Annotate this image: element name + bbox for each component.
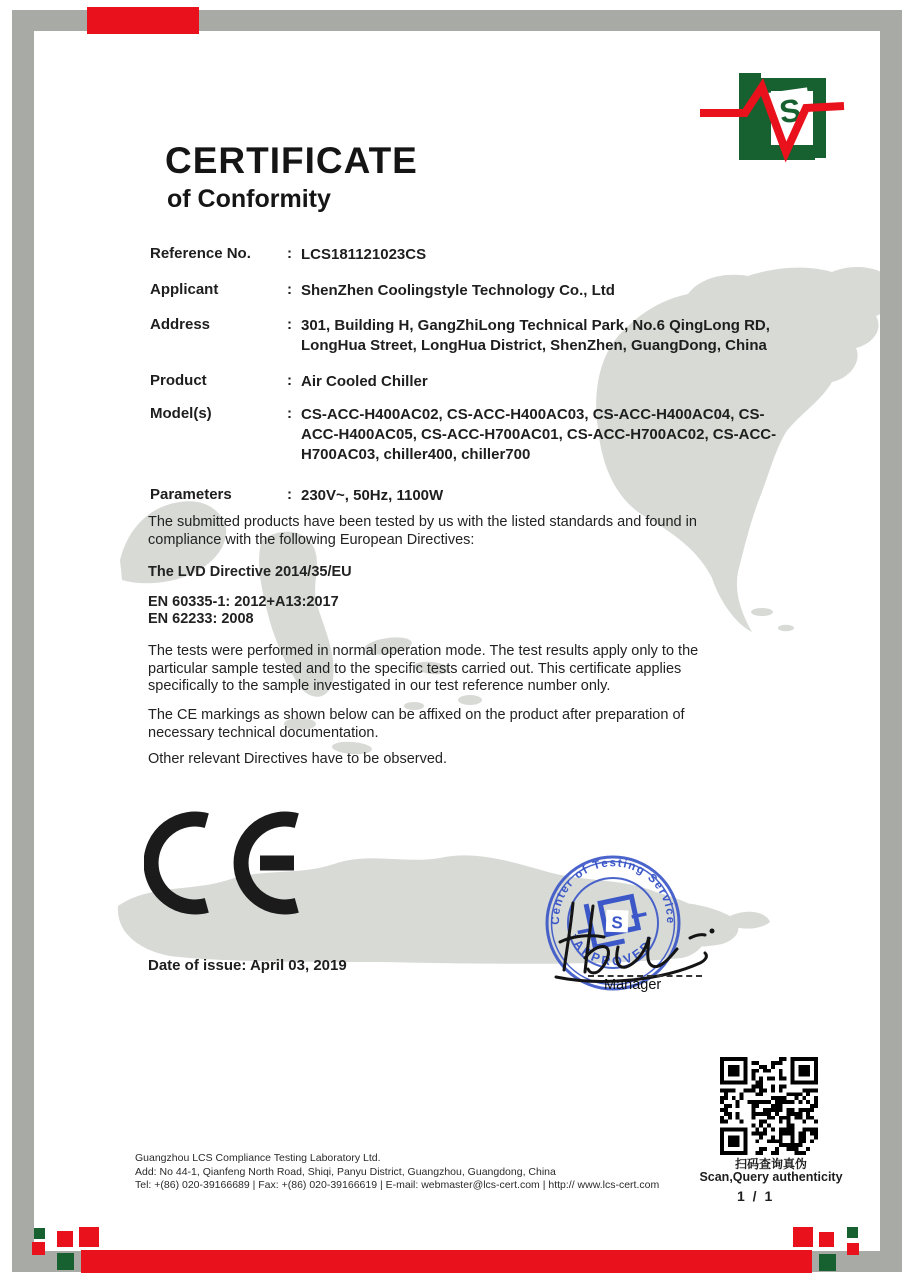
signer-title: Manager <box>604 977 662 993</box>
field-colon: : <box>287 281 292 298</box>
field-label: Address <box>150 316 211 333</box>
page-indicator: 1 / 1 <box>737 1188 775 1204</box>
frame-top-red-accent <box>87 7 199 34</box>
logo-letter: S <box>777 91 804 131</box>
deco-square <box>793 1227 813 1247</box>
ce-mark <box>144 809 314 919</box>
deco-square <box>79 1227 99 1247</box>
frame-bottom-red-accent <box>81 1250 812 1273</box>
field-label: Model(s) <box>150 405 212 422</box>
field-row-reference <box>150 245 791 265</box>
qr-code <box>720 1057 818 1155</box>
ce-note-paragraph: The CE markings as shown below can be affixed on the product after preparation of necessary technical documentation. <box>148 707 685 741</box>
date-of-issue: Date of issue: April 03, 2019 <box>148 957 347 974</box>
deco-square <box>819 1254 836 1271</box>
stamp-top-text: Center of Testing Service <box>549 857 677 925</box>
field-colon: : <box>287 245 292 262</box>
field-label: Parameters <box>150 486 232 503</box>
footer-contact: Tel: +(86) 020-39166689 | Fax: +(86) 020-39166619 | E-mail: webmaster@lcs-cert.com | http:// www.lcs-cert.com <box>135 1179 660 1191</box>
deco-square <box>57 1253 74 1270</box>
field-label: Product <box>150 372 207 389</box>
footer-company: Guangzhou LCS Compliance Testing Laboratory Ltd. <box>135 1152 381 1164</box>
field-label: Reference No. <box>150 245 251 262</box>
footer-block <box>135 1152 659 1193</box>
field-row-applicant <box>150 281 791 301</box>
footer-address: Add: No 44-1, Qianfeng North Road, Shiqi, Panyu District, Guangzhou, Guangdong, China <box>135 1165 556 1178</box>
field-value: 301, Building H, GangZhiLong Technical Park, No.6 QingLong RD, LongHua Street, LongHua District, ShenZhen, GuangDong, China <box>301 317 770 354</box>
deco-square <box>819 1232 834 1247</box>
field-value: Air Cooled Chiller <box>301 373 428 390</box>
deco-square <box>57 1231 73 1247</box>
field-value: 230V~, 50Hz, 1100W <box>301 487 444 504</box>
frame-right <box>880 10 902 1272</box>
stamp-bottom-text: *APPROVED* <box>566 931 660 969</box>
frame-left <box>12 10 34 1272</box>
field-colon: : <box>287 486 292 503</box>
standard-line-1: EN 60335-1: 2012+A13:2017 <box>148 594 339 610</box>
stamp-letter: S <box>611 912 624 933</box>
qr-caption-english: Scan,Query authenticity <box>699 1170 843 1184</box>
field-value: LCS181121023CS <box>301 246 427 263</box>
deco-square <box>32 1242 45 1255</box>
deco-square <box>847 1227 858 1238</box>
standard-line-2: EN 62233: 2008 <box>148 611 254 627</box>
directive-line: The LVD Directive 2014/35/EU <box>148 564 352 580</box>
field-value: ShenZhen Coolingstyle Technology Co., Ltd <box>301 282 615 299</box>
deco-square <box>34 1228 45 1239</box>
field-row-product <box>150 372 791 392</box>
certificate-title: CERTIFICATE <box>165 140 418 181</box>
qr-caption-chinese: 扫码查询真伪 <box>734 1157 807 1171</box>
lcs-logo <box>692 58 850 180</box>
field-colon: : <box>287 372 292 389</box>
field-value: CS-ACC-H400AC02, CS-ACC-H400AC03, CS-ACC-H400AC04, CS-ACC-H400AC05, CS-ACC-H700AC01, CS-ACC-H700AC02, CS-ACC-H700AC03, chiller400, chiller700 <box>301 406 777 463</box>
field-row-parameters <box>150 486 791 506</box>
field-colon: : <box>287 316 292 333</box>
intro-paragraph: The submitted products have been tested by us with the listed standards and found in compliance with the following European Directives: <box>148 514 697 548</box>
tests-paragraph: The tests were performed in normal operation mode. The test results apply only to the particular sample tested and to the specific tests carried out. This certificate applies specifically to the sample investigated in our test reference number only. <box>148 643 699 694</box>
field-row-models <box>150 405 791 465</box>
certificate-subtitle: of Conformity <box>167 185 331 213</box>
field-row-address <box>150 316 791 356</box>
other-note-line: Other relevant Directives have to be observed. <box>148 751 448 767</box>
field-colon: : <box>287 405 292 422</box>
ce-letter-c <box>151 819 207 907</box>
deco-square <box>847 1243 859 1255</box>
field-label: Applicant <box>150 281 219 298</box>
